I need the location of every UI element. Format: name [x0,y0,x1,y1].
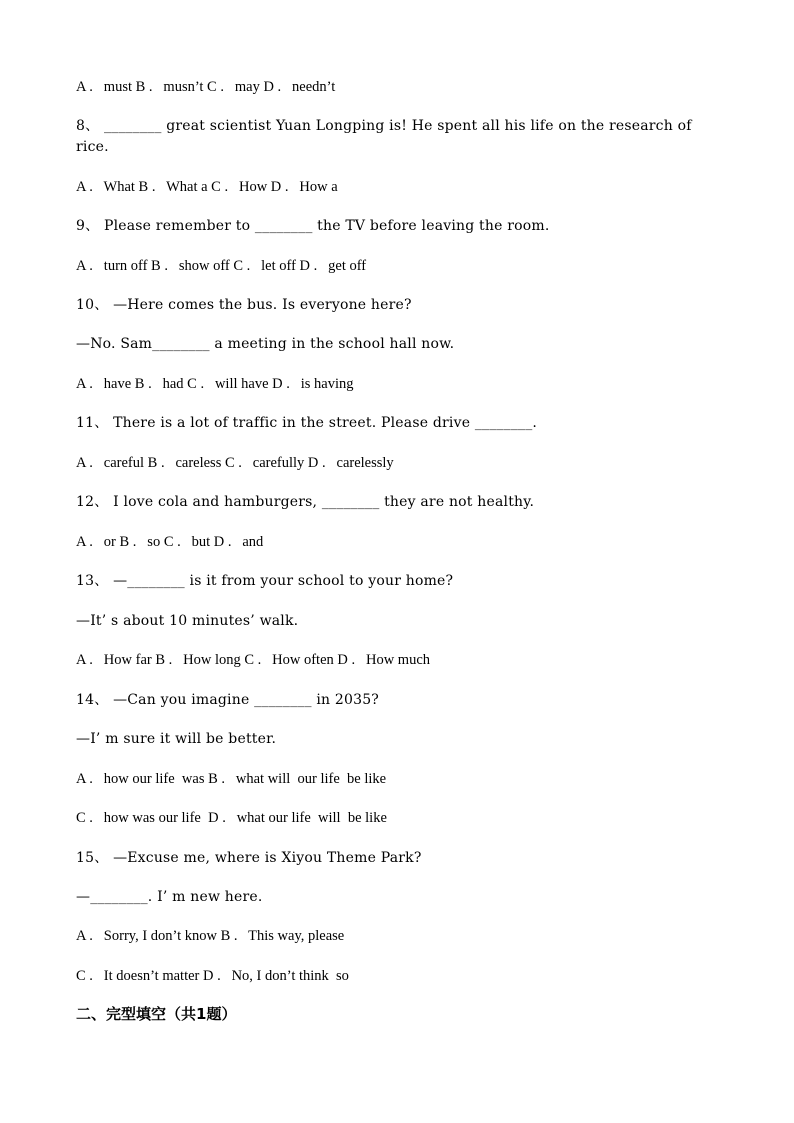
question-13-reply: —It’ s about 10 minutes’ walk. [76,613,299,629]
question-13: 13、 —________ is it from your school to your home? [76,573,454,589]
question-9: 9、 Please remember to ________ the TV before leaving the room. [76,218,550,234]
question-14: 14、 —Can you imagine ________ in 2035? [76,692,380,708]
q11-options: A . careful B . careless C . carefully D . carelessly [76,455,394,471]
q13-options: A . How far B . How long C . How often D . How much [76,652,431,668]
q12-options: A . or B . so C . but D . and [76,534,264,550]
question-15: 15、 —Excuse me, where is Xiyou Theme Park? [76,850,422,866]
question-15-reply: —________. I’ m new here. [76,889,263,905]
q10-options: A . have B . had C . will have D . is having [76,376,354,392]
q14-options-cd: C . how was our life D . what our life will be like [76,810,387,826]
question-8: 8、 ________ great scientist Yuan Longping is! He spent all his life on the research of rice. [76,118,692,155]
section-heading: 二、完型填空（共1题） [76,1005,237,1023]
question-14-reply: —I’ m sure it will be better. [76,731,277,747]
q14-options-ab: A . how our life was B . what will our life be like [76,771,387,787]
q15-options-ab: A . Sorry, I don’t know B . This way, please [76,928,345,944]
q8-options: A . What B . What a C . How D . How a [76,179,338,195]
question-11: 11、 There is a lot of traffic in the street. Please drive ________. [76,415,538,431]
question-10-reply: —No. Sam________ a meeting in the school hall now. [76,336,455,352]
question-12: 12、 I love cola and hamburgers, ________ they are not healthy. [76,494,535,510]
q7-options: A . must B . musn’t C . may D . needn’t [76,79,336,95]
q15-options-cd: C . It doesn’t matter D . No, I don’t think so [76,968,349,984]
question-10: 10、 —Here comes the bus. Is everyone here? [76,297,412,313]
q9-options: A . turn off B . show off C . let off D . get off [76,258,367,274]
